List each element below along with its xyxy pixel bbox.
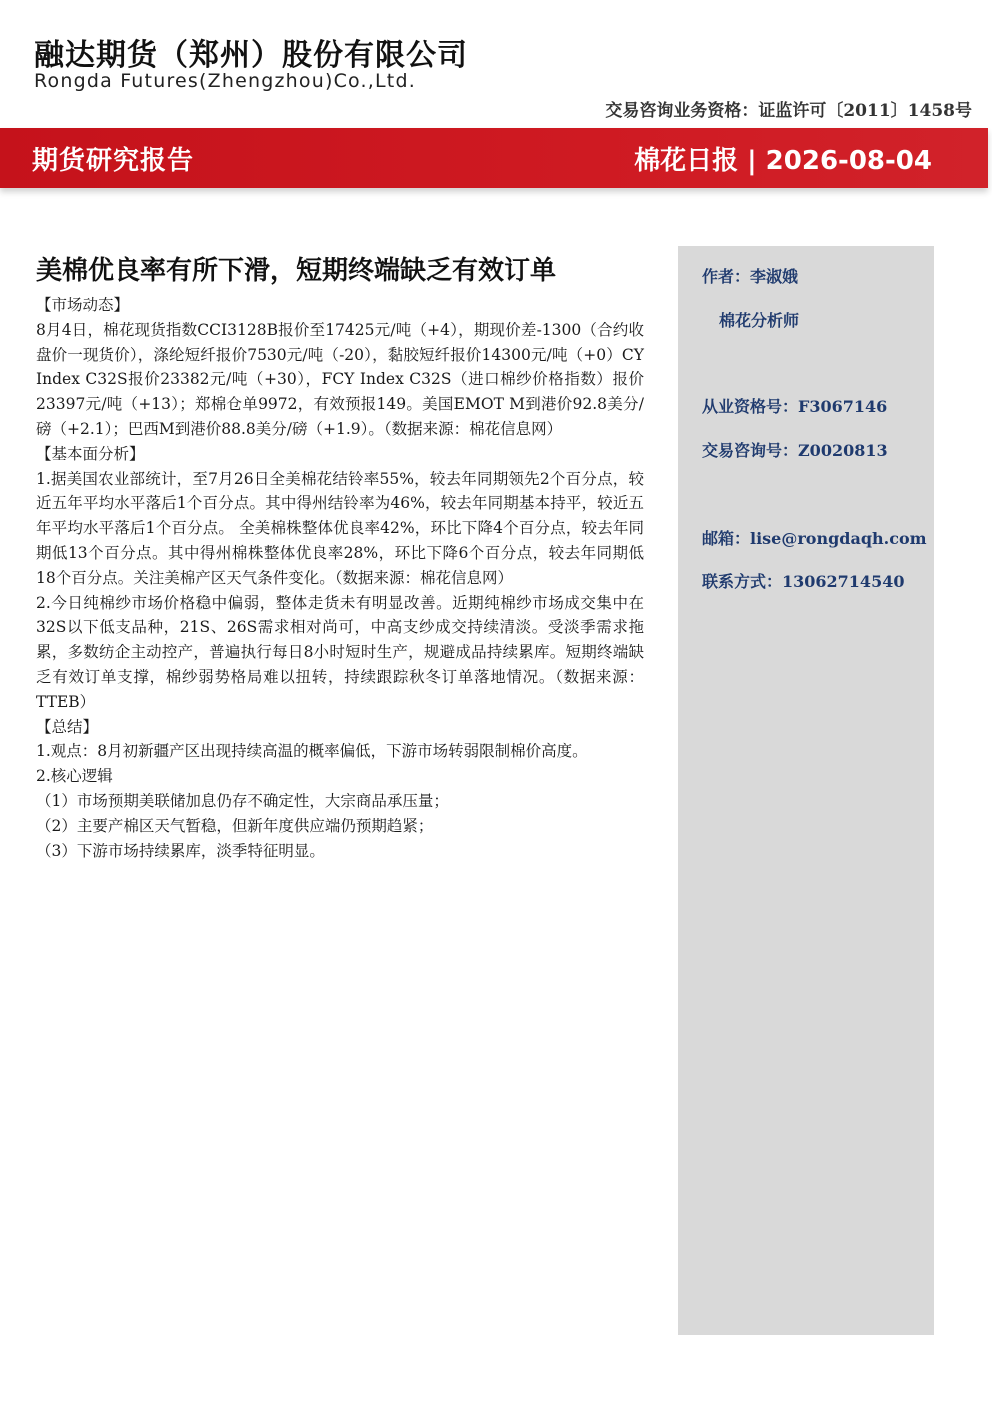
- paragraph: 1.据美国农业部统计，至7月26日全美棉花结铃率55%，较去年同期领先2个百分点，较近五年平均水平落后1个百分点。其中得州结铃率为46%，较去年同期基本持平，较近五年平均水平落后1个百分点。 全美棉株整体优良率42%，环比下降4个百分点，较去年同期低13个百分点。其中得州棉株整体优良率28%，环比下降6个百分点，较去年同期低18个百分点。关注美棉产区天气条件变化。（数据来源：棉花信息网）: [36, 469, 644, 587]
- qualification-number: 从业资格号：F3067146: [702, 397, 888, 416]
- paragraph: 1.观点：8月初新疆产区出现持续高温的概率偏低，下游市场转弱限制棉价高度。: [36, 742, 588, 761]
- author-role: 棉花分析师: [719, 311, 800, 330]
- section-heading: 【市场动态】: [36, 296, 130, 314]
- article: [36, 250, 644, 863]
- report-title-date: 棉花日报 | 2026-08-04: [634, 146, 932, 176]
- paragraph: （1）市场预期美联储加息仍存不确定性，大宗商品承压量；: [36, 791, 449, 810]
- consult-number: 交易咨询号：Z0020813: [702, 441, 888, 460]
- paragraph: 8月4日，棉花现货指数CCI3128B报价至17425元/吨（+4），期现价差-1300（合约收盘价一现货价），涤纶短纤报价7530元/吨（-20），黏胶短纤报价14300元/吨（+0）CY Index C32S报价23382元/吨（+30），FCY Index C32S（进口棉纱价格指数）报价23397元/吨（+13）；郑棉仓单9972，有效预报149。美国EMOT M到港价92.8美分/磅（+2.1）；巴西M到港价88.8美分/磅（+1.9）。（数据来源：棉花信息网）: [36, 320, 644, 438]
- section-heading: 【总结】: [36, 717, 99, 736]
- company-name-en: Rongda Futures(Zhengzhou)Co.,Ltd.: [34, 70, 416, 92]
- company-name-cn: 融达期货（郑州）股份有限公司: [34, 38, 468, 73]
- author-phone: 联系方式：13062714540: [702, 572, 905, 591]
- section-heading: 【基本面分析】: [36, 444, 145, 463]
- license-info: 交易咨询业务资格：证监许可〔2011〕1458号: [605, 101, 972, 121]
- author-name: 作者：李淑娥: [702, 267, 799, 286]
- paragraph: 2.今日纯棉纱市场价格稳中偏弱，整体走货未有明显改善。近期纯棉纱市场成交集中在32S以下低支品种，21S、26S需求相对尚可，中高支纱成交持续清淡。受淡季需求拖累，多数纺企主动控产，普遍执行每日8小时短时生产，规避成品持续累库。短期终端缺乏有效订单支撑，棉纱弱势格局难以扭转，持续跟踪秋冬订单落地情况。（数据来源：TTEB）: [36, 593, 644, 711]
- paragraph: 2.核心逻辑: [36, 767, 113, 786]
- author-email[interactable]: 邮箱：lise@rongdaqh.com: [702, 529, 927, 548]
- paragraph: （2）主要产棉区天气暂稳，但新年度供应端仍预期趋紧；: [36, 816, 434, 835]
- article-title: 美棉优良率有所下滑，短期终端缺乏有效订单: [36, 256, 557, 286]
- report-type: 期货研究报告: [32, 146, 195, 176]
- paragraph: （3）下游市场持续累库，淡季特征明显。: [36, 841, 325, 860]
- report-banner: [0, 128, 988, 188]
- article-body: [36, 293, 644, 863]
- author-sidebar: [678, 246, 934, 1335]
